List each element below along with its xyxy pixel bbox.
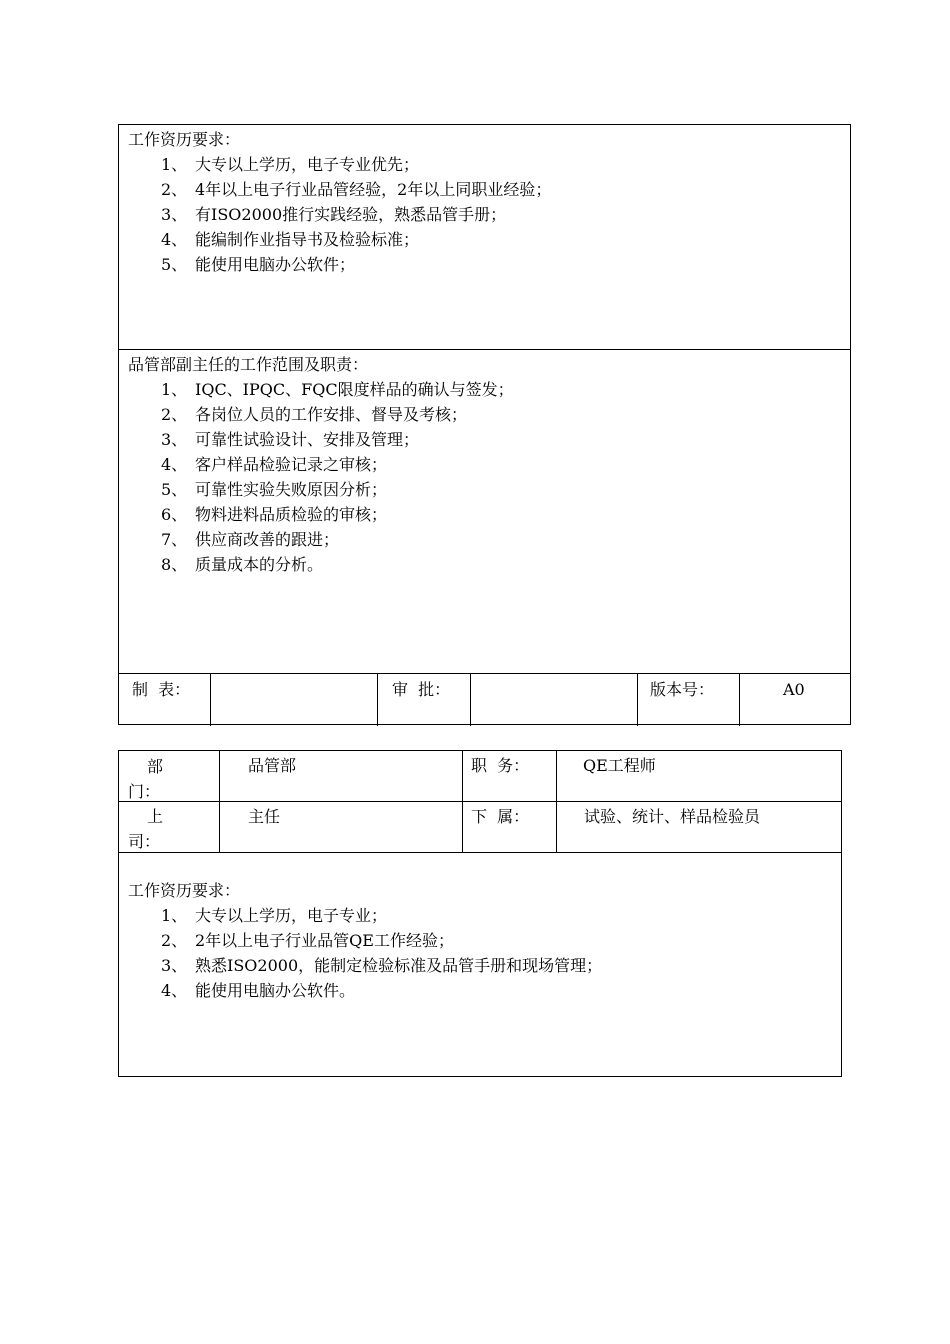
experience-list-2 (161, 903, 602, 1003)
superior-value: 主任 (248, 807, 281, 826)
duties-list (161, 377, 514, 577)
list-item: 4、 客户样品检验记录之审核； (161, 455, 388, 474)
list-item: 2、 各岗位人员的工作安排、督导及考核； (161, 405, 468, 424)
list-item: 5、 可靠性实验失败原因分析； (161, 480, 388, 499)
experience-list (161, 152, 551, 277)
version-label: 版本号： (650, 680, 715, 699)
divider (377, 674, 378, 726)
approved-by-label: 审 批： (392, 680, 451, 699)
experience-requirements-section (119, 125, 850, 350)
list-item: 5、 能使用电脑办公软件； (161, 255, 356, 274)
superior-label-line2: 司： (128, 832, 161, 851)
divider (219, 751, 220, 852)
divider (739, 674, 740, 726)
job-description-table-1 (118, 124, 851, 725)
list-item: 7、 供应商改善的跟进； (161, 530, 340, 549)
list-item: 3、 熟悉ISO2000，能制定检验标准及品管手册和现场管理； (161, 956, 603, 975)
list-item: 2、 2年以上电子行业品管QE工作经验； (161, 931, 454, 950)
list-item: 4、 能编制作业指导书及检验标准； (161, 230, 420, 249)
list-item: 3、 有ISO2000推行实践经验，熟悉品管手册； (161, 205, 507, 224)
divider (210, 674, 211, 726)
department-value: 品管部 (248, 756, 297, 775)
job-description-table-2 (118, 750, 842, 1077)
department-label-line2: 门： (128, 782, 161, 801)
signature-row (119, 674, 850, 726)
list-item: 8、 质量成本的分析。 (161, 555, 324, 574)
position-value: QE工程师 (583, 756, 656, 775)
list-item: 1、 大专以上学历，电子专业优先； (161, 155, 420, 174)
list-item: 1、 大专以上学历，电子专业； (161, 906, 388, 925)
divider (119, 852, 841, 853)
department-row (119, 751, 841, 801)
list-item: 6、 物料进料品质检验的审核； (161, 505, 388, 524)
position-label: 职 务： (471, 756, 530, 775)
prepared-by-label: 制 表： (132, 680, 191, 699)
department-label-line1: 部 (147, 757, 164, 776)
duties-heading: 品管部副主任的工作范围及职责： (128, 355, 369, 374)
experience-heading: 工作资历要求： (128, 130, 241, 149)
divider (637, 674, 638, 726)
list-item: 4、 能使用电脑办公软件。 (161, 981, 356, 1000)
superior-label-line1: 上 (147, 807, 164, 826)
superior-row (119, 802, 841, 852)
list-item: 1、 IQC、IPQC、FQC限度样品的确认与签发； (161, 380, 514, 399)
subordinate-label: 下 属： (471, 807, 530, 826)
list-item: 2、 4年以上电子行业品管经验，2年以上同职业经验； (161, 180, 552, 199)
divider (462, 751, 463, 852)
subordinate-value: 试验、统计、样品检验员 (584, 807, 761, 826)
experience-heading-2: 工作资历要求： (128, 881, 241, 900)
version-value: A0 (783, 680, 805, 699)
list-item: 3、 可靠性试验设计、安排及管理； (161, 430, 420, 449)
divider (470, 674, 471, 726)
duties-section (119, 350, 850, 674)
divider (556, 751, 557, 852)
